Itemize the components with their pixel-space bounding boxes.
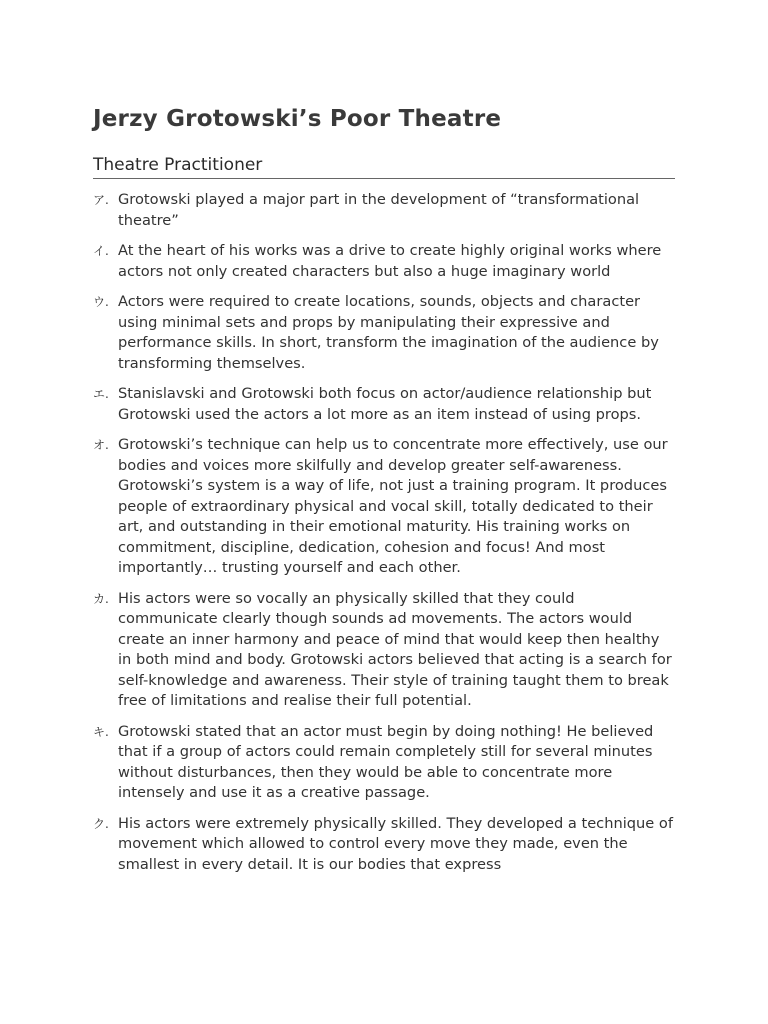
list-marker: カ.: [93, 591, 109, 606]
list-item-text: Grotowski stated that an actor must begin by doing nothing! He believed that if a group of actors could remain completely still for several minutes without disturbances, then they would be able to concentrate more intensely and use it as a creative passage.: [118, 722, 654, 801]
list-item: [93, 292, 675, 374]
list-item-text: Grotowski played a major part in the development of “transformational theatre”: [118, 191, 640, 229]
section-heading: Theatre Practitioner: [93, 155, 675, 179]
page-title: Jerzy Grotowski’s Poor Theatre: [93, 106, 502, 132]
list-item: [93, 722, 675, 804]
list-marker: ア.: [93, 193, 109, 207]
list-item: [93, 384, 675, 425]
list-item: [93, 241, 675, 282]
list-item-text: Actors were required to create locations, sounds, objects and character using minimal sets and props by manipulating their expressive and performance skills. In short, transform the imagination of the audience by transforming themselves.: [118, 293, 659, 372]
list-item-text: At the heart of his works was a drive to create highly original works where actors not only created characters but also a huge imaginary world: [118, 242, 662, 280]
list-marker: ク.: [93, 816, 109, 831]
list-item: [93, 589, 675, 712]
list-marker: キ.: [93, 724, 109, 739]
list-item: [93, 814, 675, 876]
list-item-text: His actors were so vocally an physically skilled that they could communicate clearly though sounds ad movements. The actors would create an inner harmony and peace of mind that would keep then healthy in both mind and body. Grotowski actors believed that acting is a search for self-knowledge and awareness. Their style of training taught them to break free of limitations and realise their full potential.: [118, 589, 672, 709]
list-item: [93, 190, 675, 231]
list-marker: ウ.: [93, 295, 109, 309]
list-item: [93, 435, 675, 579]
list-marker: エ.: [93, 387, 109, 401]
list-marker: オ.: [93, 438, 109, 452]
item-list: [93, 190, 675, 885]
list-item-text: His actors were extremely physically skilled. They developed a technique of movement which allowed to control every move they made, even the smallest in every detail. It is our bodies that express: [118, 814, 673, 873]
list-item-text: Grotowski’s technique can help us to concentrate more effectively, use our bodies and voices more skilfully and develop greater self-awareness. Grotowski’s system is a way of life, not just a training program. It produces people of extraordinary physical and vocal skill, totally dedicated to their art, and outstanding in their emotional maturity. His training works on commitment, discipline, dedication, cohesion and focus! And most importantly… trusting yourself and each other.: [118, 436, 668, 576]
list-item-text: Stanislavski and Grotowski both focus on actor/audience relationship but Grotowski used the actors a lot more as an item instead of using props.: [118, 385, 652, 423]
list-marker: イ.: [93, 244, 109, 258]
